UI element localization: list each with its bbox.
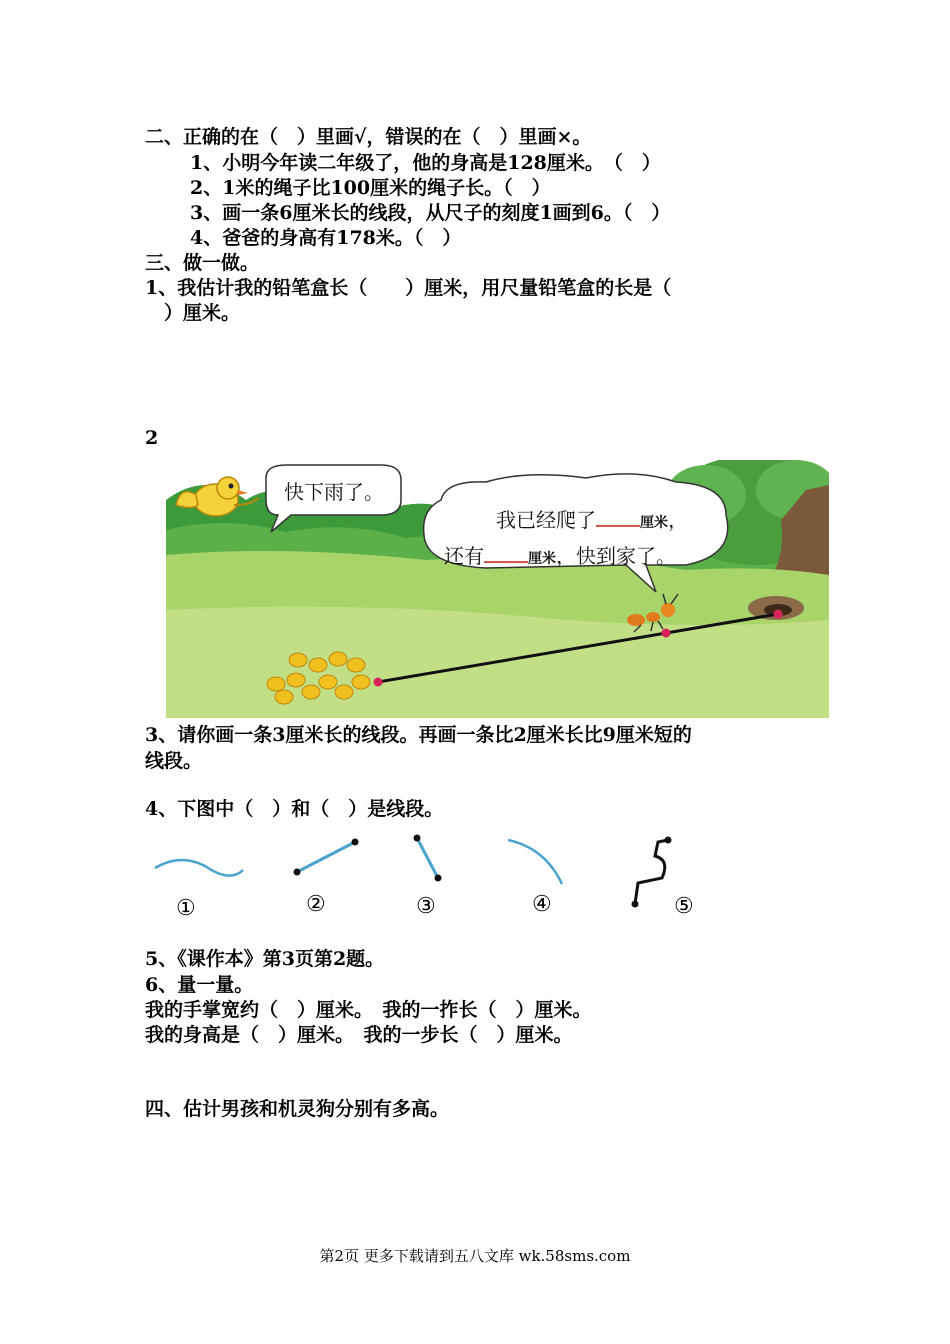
ant-bubble-line2-unit: 厘米 — [528, 551, 556, 567]
q2-label: 2 — [145, 427, 159, 449]
ant-bubble-line1-end: ， — [668, 508, 688, 532]
section2-item-3: 3、画一条6厘米长的线段，从尺子的刻度1画到6。（ ） — [190, 202, 671, 224]
q6-row2: 我的身高是（ ）厘米。 我的一步长（ ）厘米。 — [145, 1024, 573, 1046]
segment-ant-point — [662, 629, 671, 638]
ant-bubble-line2-text: 还有 — [444, 544, 484, 568]
section2-heading: 二、正确的在（ ）里画√，错误的在（ ）里画×。 — [145, 126, 592, 148]
blank-remaining — [484, 545, 528, 563]
q3-line2: 线段。 — [145, 750, 203, 772]
shape-label-3: ③ — [416, 894, 436, 919]
q4-text: 4、下图中（ ）和（ ）是线段。 — [145, 798, 444, 820]
shape-label-5: ⑤ — [674, 894, 694, 919]
shape-label-4: ④ — [532, 892, 552, 917]
shape-2-segment — [297, 842, 355, 872]
shape-label-1: ① — [176, 896, 196, 921]
ant-bubble-line2 — [444, 540, 676, 569]
blank-crawled — [596, 509, 640, 527]
ant-scene-illustration — [166, 460, 829, 718]
shape-1-curve — [155, 860, 243, 876]
shape-4-curve — [508, 840, 562, 884]
scene-drawing — [166, 460, 829, 718]
page-footer: 第2页 更多下载请到五八文库 wk.58sms.com — [319, 1247, 631, 1265]
section2-item-1: 1、小明今年读二年级了，他的身高是128厘米。 （ ） — [190, 152, 661, 174]
line-shapes-figure — [140, 828, 710, 928]
ant-bubble-line1-text: 我已经爬了 — [496, 508, 596, 532]
shape-label-2: ② — [306, 892, 326, 917]
q1-line2: ）厘米。 — [145, 302, 241, 324]
segment-start-point — [374, 678, 383, 687]
shape-3-segment — [417, 838, 438, 878]
bird-bubble-text: 快下雨了。 — [284, 480, 384, 504]
ant-bubble-line1 — [496, 504, 688, 533]
shape-5-polyline — [635, 840, 668, 904]
q3-line1: 3、请你画一条3厘米长的线段。再画一条比2厘米长比9厘米短的 — [145, 724, 692, 746]
q6-heading: 6、量一量。 — [145, 974, 254, 996]
q1-line1: 1、我估计我的铅笔盒长（ ）厘米，用尺量铅笔盒的长是（ — [145, 277, 672, 299]
section2-item-4: 4、爸爸的身高有178米。（ ） — [190, 227, 462, 249]
q5-text: 5、《课作本》第3页第2题。 — [145, 948, 385, 970]
section2-item-2: 2、1米的绳子比100厘米的绳子长。（ ） — [190, 177, 551, 199]
q6-row1: 我的手掌宽约（ ）厘米。 我的一拃长（ ）厘米。 — [145, 999, 592, 1021]
section4-heading: 四、估计男孩和机灵狗分别有多高。 — [145, 1098, 450, 1120]
ant-bubble-line1-unit: 厘米 — [640, 515, 668, 531]
segment-end-point — [774, 610, 783, 619]
section3-heading: 三、做一做。 — [145, 252, 260, 274]
ant-bubble-line2-end: ，快到家了。 — [556, 544, 676, 568]
